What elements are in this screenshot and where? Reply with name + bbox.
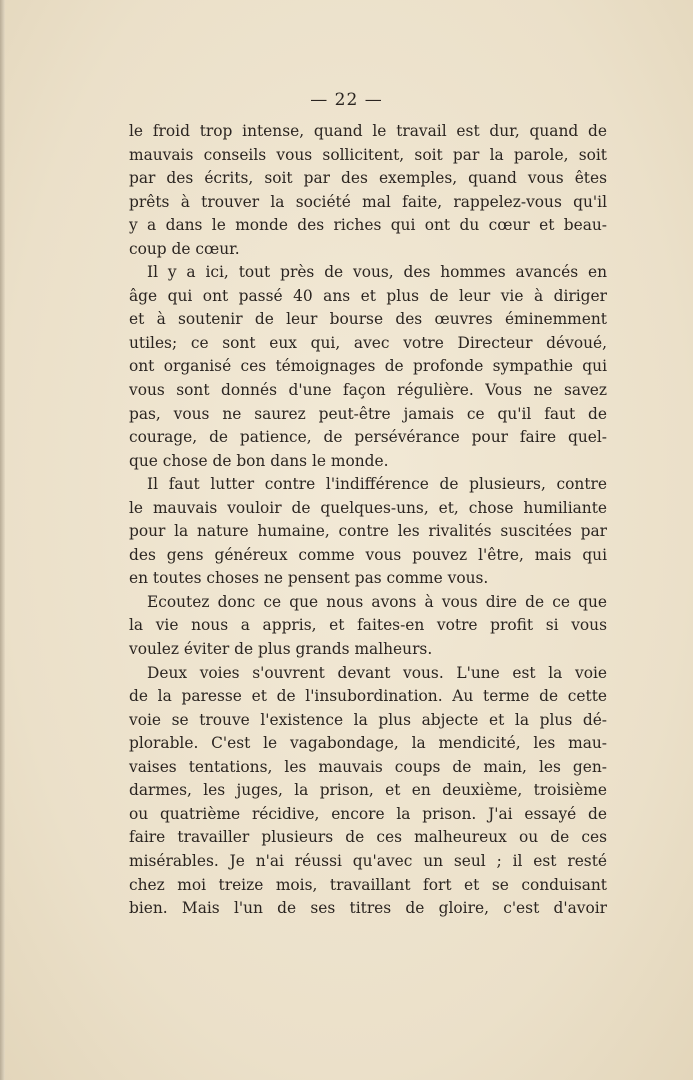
text-line: âge qui ont passé 40 ans et plus de leur vie à diriger (129, 286, 607, 305)
text-line: voulez éviter de plus grands malheurs. (129, 640, 433, 659)
text-line: Il faut lutter contre l'indifférence de plusieurs, contre (147, 475, 607, 494)
text-line: des gens généreux comme vous pouvez l'être, mais qui (129, 545, 607, 564)
text-line: vaises tentations, les mauvais coups de main, les gen- (129, 757, 607, 776)
text-line: la vie nous a appris, et faites-en votre profit si vous (129, 616, 607, 635)
text-line: vous sont donnés d'une façon régulière. Vous ne savez (129, 381, 607, 400)
text-line: Ecoutez donc ce que nous avons à vous dire de ce que (147, 592, 607, 611)
text-line: pour la nature humaine, contre les rivalités suscitées par (129, 522, 607, 541)
page-number: — 22 — (310, 90, 383, 110)
text-line: pas, vous ne saurez peut-être jamais ce qu'il faut de (129, 404, 607, 423)
text-line: et à soutenir de leur bourse des œuvres éminemment (129, 310, 607, 329)
text-line: faire travailler plusieurs de ces malheureux ou de ces (129, 828, 607, 847)
text-line: mauvais conseils vous sollicitent, soit par la parole, soit (129, 145, 607, 164)
text-line: par des écrits, soit par des exemples, quand vous êtes (129, 169, 607, 188)
text-line: chez moi treize mois, travaillant fort et se conduisant (129, 875, 607, 894)
text-line: de la paresse et de l'insubordination. Au terme de cette (129, 687, 607, 706)
text-line: misérables. Je n'ai réussi qu'avec un seul ; il est resté (129, 851, 607, 870)
text-line: voie se trouve l'existence la plus abjecte et la plus dé- (129, 710, 607, 729)
text-line: plorable. C'est le vagabondage, la mendicité, les mau- (129, 734, 607, 753)
text-line: coup de cœur. (129, 239, 240, 258)
text-line: prêts à trouver la société mal faite, rappelez-vous qu'il (129, 192, 607, 211)
text-line: ont organisé ces témoignages de profonde sympathie qui (129, 357, 607, 376)
body-text (129, 120, 607, 921)
text-line: y a dans le monde des riches qui ont du cœur et beau- (129, 216, 607, 235)
text-line: courage, de patience, de persévérance pour faire quel- (129, 428, 607, 447)
text-line: ou quatrième récidive, encore la prison. J'ai essayé de (129, 804, 607, 823)
page-spine-shadow (0, 0, 5, 1080)
text-line: le froid trop intense, quand le travail est dur, quand de (129, 122, 607, 140)
text-line: Deux voies s'ouvrent devant vous. L'une est la voie (147, 663, 607, 682)
text-line: le mauvais vouloir de quelques-uns, et, chose humiliante (129, 498, 607, 517)
text-line: darmes, les juges, la prison, et en deuxième, troisième (129, 781, 607, 800)
text-line: Il y a ici, tout près de vous, des hommes avancés en (147, 263, 607, 282)
text-line: bien. Mais l'un de ses titres de gloire, c'est d'avoir (129, 899, 607, 918)
text-line: que chose de bon dans le monde. (129, 451, 389, 470)
text-line: en toutes choses ne pensent pas comme vous. (129, 569, 489, 588)
text-line: utiles; ce sont eux qui, avec votre Directeur dévoué, (129, 333, 607, 352)
